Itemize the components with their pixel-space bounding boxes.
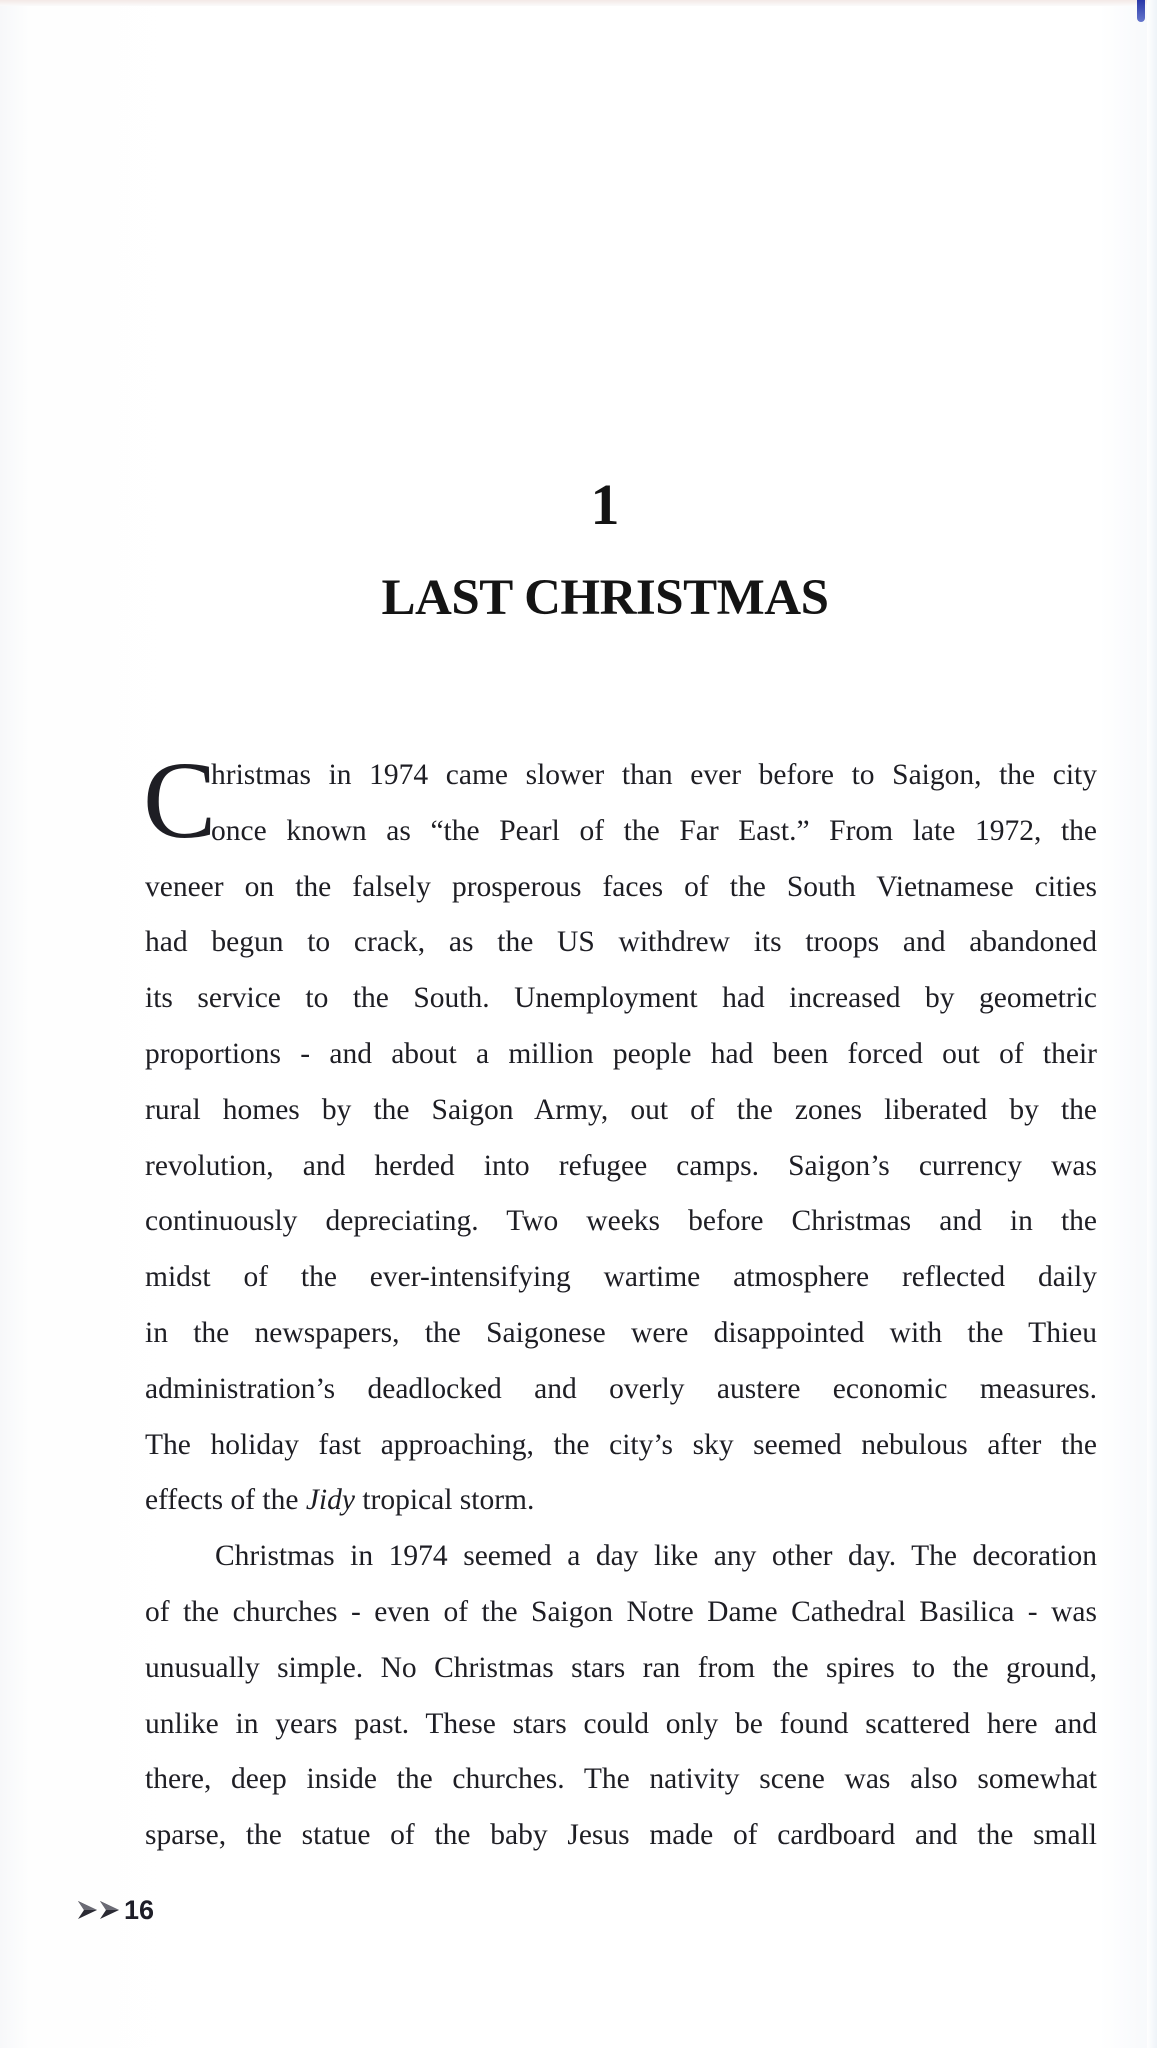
text-line: Christmas in 1974 seemed a day like any other day. The decoration [215, 1540, 1097, 1573]
text-line: rural homes by the Saigon Army, out of the zones liberated by the [145, 1093, 1097, 1126]
text-line: hristmas in 1974 came slower than ever before to Saigon, the city [211, 759, 1097, 791]
drop-cap: C [143, 739, 217, 861]
paragraph-1 [143, 739, 1097, 1529]
text-line: sparse, the statue of the baby Jesus made of cardboard and the small [145, 1819, 1097, 1852]
double-arrow-icon [76, 1898, 122, 1922]
chapter-body [143, 739, 1097, 1864]
text-line: there, deep inside the churches. The nativity scene was also somewhat [145, 1763, 1097, 1796]
text-line: proportions - and about a million people had been forced out of their [145, 1037, 1097, 1070]
text-fragment: tropical storm. [354, 1484, 535, 1517]
text-line: administration’s deadlocked and overly austere economic measures. [145, 1372, 1097, 1405]
bookmark-ribbon [1137, 0, 1145, 22]
paragraph-2 [145, 1529, 1097, 1864]
text-line: The holiday fast approaching, the city’s sky seemed nebulous after the [145, 1428, 1097, 1461]
text-fragment: effects of the [145, 1484, 306, 1517]
chapter-number: 1 [590, 472, 620, 537]
text-line: in the newspapers, the Saigonese were disappointed with the Thieu [145, 1316, 1097, 1349]
text-line: unlike in years past. These stars could only be found scattered here and [145, 1707, 1097, 1740]
text-line: once known as “the Pearl of the Far East.” From late 1972, the [211, 814, 1097, 847]
text-line: its service to the South. Unemployment had increased by geometric [145, 982, 1097, 1015]
storm-name-italic: Jidy [305, 1484, 355, 1517]
page-top-edge [0, 0, 1157, 6]
text-line: unusually simple. No Christmas stars ran from the spires to the ground, [145, 1651, 1097, 1684]
text-line: midst of the ever-intensifying wartime atmosphere reflected daily [145, 1261, 1097, 1294]
text-line-last [145, 1473, 1097, 1529]
text-line: had begun to crack, as the US withdrew its troops and abandoned [145, 926, 1097, 959]
page-number: 16 [124, 1895, 155, 1925]
page-footer [76, 1894, 154, 1926]
text-line: revolution, and herded into refugee camps. Saigon’s currency was [145, 1149, 1097, 1182]
text-line: veneer on the falsely prosperous faces of the South Vietnamese cities [145, 870, 1097, 903]
page-gutter-shadow [1147, 0, 1157, 2048]
text-line: of the churches - even of the Saigon Notre Dame Cathedral Basilica - was [145, 1595, 1097, 1628]
text-line: continuously depreciating. Two weeks before Christmas and in the [145, 1205, 1097, 1238]
chapter-title: LAST CHRISTMAS [381, 570, 829, 626]
